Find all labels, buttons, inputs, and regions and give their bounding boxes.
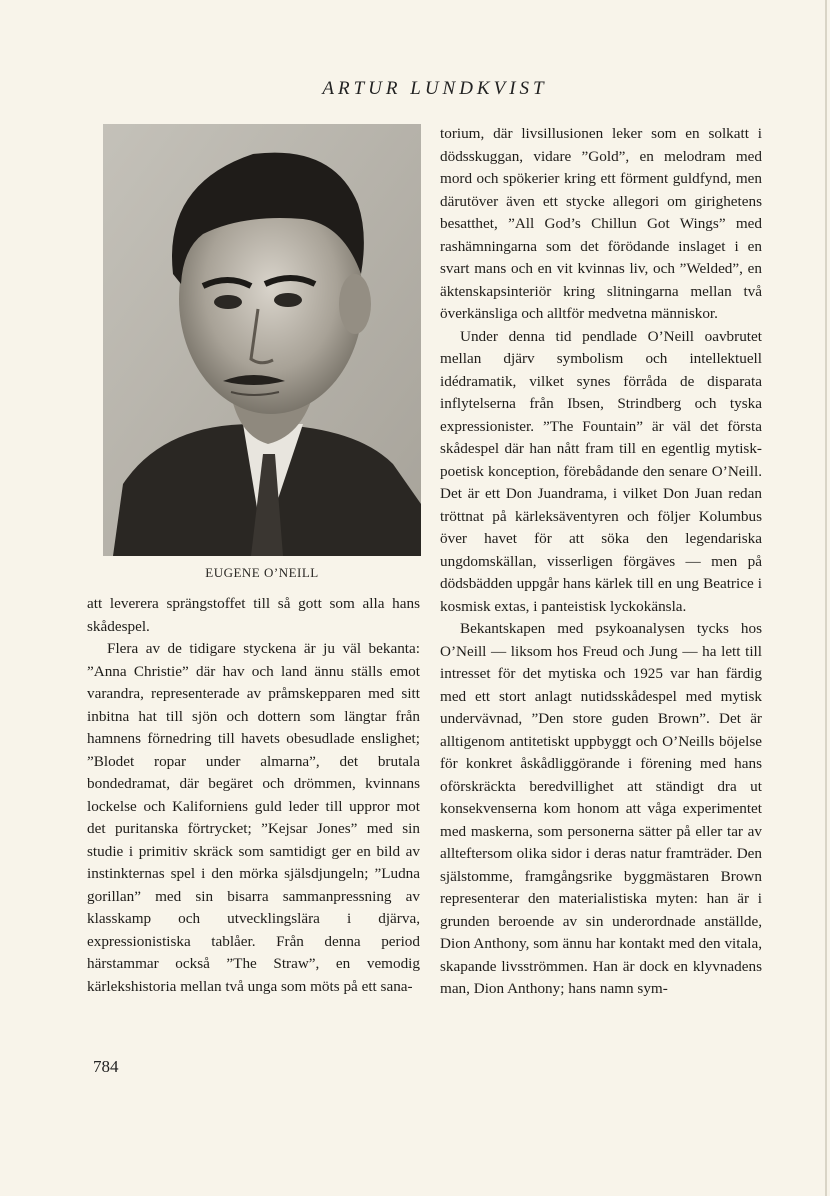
portrait-photo bbox=[103, 124, 421, 556]
portrait-image bbox=[103, 124, 421, 556]
paragraph: Under denna tid pendlade O’Neill oavbrutet mellan djärv symbolism och intellektuell idédramatik, vilket synes förråda de disparata inflytelserna från Ibsen, Strindberg och tyska expressionister. ”The Fountain” är väl det första skådespel där han nått fram till en egentlig mytisk-poetisk konception, förebådande den senare O’Neill. Det är ett Don Juandrama, i vilket Don Juan redan tröttnat på kärleksäventyren och följer Kolumbus över havet för att söka den legendariska ungdomskällan, visserligen förgäves — men på dödsbädden uppgår hans kärlek till en ung Beatrice i kosmisk extas, i panteistisk lyckokänsla. bbox=[440, 327, 762, 615]
paragraph: Flera av de tidigare styckena är ju väl bekanta: ”Anna Christie” där hav och land ännu ställs emot varandra, representerade av pråmskepparen med sitt inbitna hat till sjön och dottern som längtar från hamnens förnedring till havets obesudlade enslighet; ”Blodet ropar under almarna”, det brutala bondedramat, där begäret och drömmen, kvinnans lockelse och Kaliforniens guld leder till uppror mot det puritanska förtrycket; ”Kejsar Jones” med sin studie i primitiv skräck som samtidigt ger en bild av instinkternas spel i den mörka själsdjungeln; ”Ludna gorillan” med sin bisarra sammanpressning av klasskamp och utvecklingslära i djärva, expressionistiska tablåer. Från denna period härstammar också ”The Straw”, en vemodig kärlekshistoria mellan två unga som möts på ett sana- bbox=[87, 640, 420, 995]
paragraph: torium, där livsillusionen leker som en solkatt i dödsskuggan, vidare ”Gold”, en melodram med mord och spökerier kring ett förment guldfynd, men därutöver även ett stycke allegori om girighetens besatthet, ”All God’s Chillun Got Wings” med rashämningarna som det förödande inslaget i en svart mans och en vit kvinnas liv, och ”Welded”, en äktenskapsinteriör kring slitningarna mellan två överkänsliga och alltför medvetna människor. bbox=[440, 125, 762, 322]
page-number: 784 bbox=[93, 1057, 119, 1076]
paragraph: Bekantskapen med psykoanalysen tycks hos O’Neill — liksom hos Freud och Jung — ha lett till intresset för det mytiska och 1925 var han färdig med ett stort anlagt nutidsskådespel med mytisk undervävnad, ”Den store guden Brown”. Det är alltigenom antitetiskt uppbyggt och O’Neills böjelse för konkret åskådliggörande i förening med hans oförskräckta beredvillighet att ständigt dra ut konsekvenserna kom honom att våga experimentet med maskerna, som personerna sätter på eller tar av allteftersom olika sidor i deras natur framträder. Den själstomme, framgångsrike byggmästaren Brown representerar den materialistiska myten: han är i grunden beroende av sin underordnade anställde, Dion Anthony, som ännu har kontakt med den vitala, skapande livsströmmen. Han är dock en klyvnadens man, Dion Anthony; hans namn sym- bbox=[440, 620, 762, 997]
paragraph: att leverera sprängstoffet till så gott som alla hans skådespel. bbox=[87, 595, 420, 635]
right-column bbox=[440, 123, 762, 1001]
left-column bbox=[87, 593, 420, 998]
photo-caption: EUGENE O’NEILL bbox=[205, 565, 319, 580]
running-header: ARTUR LUNDKVIST bbox=[322, 78, 548, 99]
